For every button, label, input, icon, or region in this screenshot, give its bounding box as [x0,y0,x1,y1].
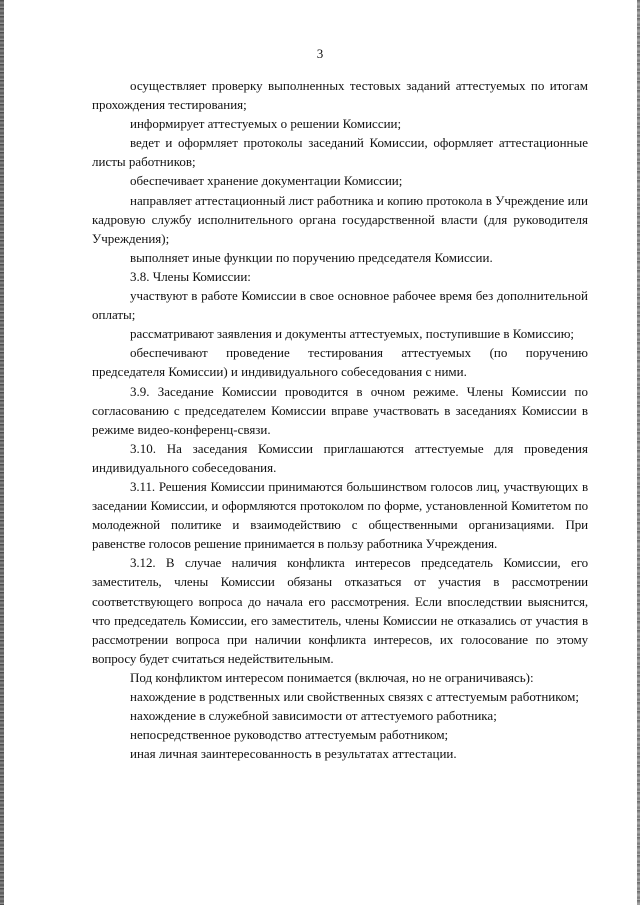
paragraph-participate: участвуют в работе Комиссии в свое основное рабочее время без дополнительной оплаты; [92,288,588,323]
list-item-supervision: непосредственное руководство аттестуемым работником; [130,727,449,743]
paragraph-send-sheet: направляет аттестационный лист работника и копию протокола в Учреждение или кадровую службу исполнительного органа государственной власти (для руководителя Учреждения); [92,192,588,246]
section-3-9: 3.9. Заседание Комиссии проводится в очном режиме. Члены Комиссии по согласованию с председателем Комиссии вправе участвовать в заседаниях Комиссии в режиме видео-конференц-связи. [92,383,588,437]
paragraph-protocols: ведет и оформляет протоколы заседаний Комиссии, оформляет аттестационные листы работников; [92,135,588,170]
paragraph-storage: обеспечивает хранение документации Комиссии; [130,173,403,189]
paragraph-verify-tests: осуществляет проверку выполненных тестовых заданий аттестуемых по итогам прохождения тестирования; [92,78,588,113]
paragraph-ensure-testing: обеспечивают проведение тестирования аттестуемых (по поручению председателя Комиссии) и индивидуального собеседования с ними. [92,345,588,380]
paragraph-review-documents: рассматривают заявления и документы аттестуемых, поступившие в Комиссию; [130,326,575,342]
paragraph-conflict-definition: Под конфликтом интересом понимается (включая, но не ограничиваясь): [130,669,534,685]
page-number: 3 [316,46,324,61]
section-3-11: 3.11. Решения Комиссии принимаются большинством голосов лиц, участвующих в заседании Комиссии, и оформляются протоколом по форме, установленной Комитетом по молодежной политике и взаимодействию с общественными организациями. При равенстве голосов решение принимается в пользу работника Учреждения. [92,478,588,552]
list-item-dependency: нахождение в служебной зависимости от аттестуемого работника; [130,708,497,724]
paragraph-inform: информирует аттестуемых о решении Комиссии; [130,116,402,132]
paragraph-other-functions: выполняет иные функции по поручению председателя Комиссии. [130,249,493,265]
list-item-personal-interest: иная личная заинтересованность в результатах аттестации. [130,746,457,762]
scan-edge-left [0,0,4,905]
section-3-10: 3.10. На заседания Комиссии приглашаются аттестуемые для проведения индивидуального собеседования. [92,440,588,475]
list-item-kinship: нахождение в родственных или свойственных связях с аттестуемым работником; [130,689,579,704]
section-3-8-heading: 3.8. Члены Комиссии: [130,268,251,284]
section-3-12: 3.12. В случае наличия конфликта интересов председатель Комиссии, его заместитель, члены Комиссии обязаны отказаться от участия в рассмотрении соответствующего вопроса до начала его рассмотрения. Если впоследствии выяснится, что председатель Комиссии, его заместитель, члены Комиссии не отказались от участия в рассмотрении вопроса при наличии конфликта интересов, их голосование по этому вопросу будет считаться недействительным. [92,555,588,666]
document-body [92,76,588,763]
